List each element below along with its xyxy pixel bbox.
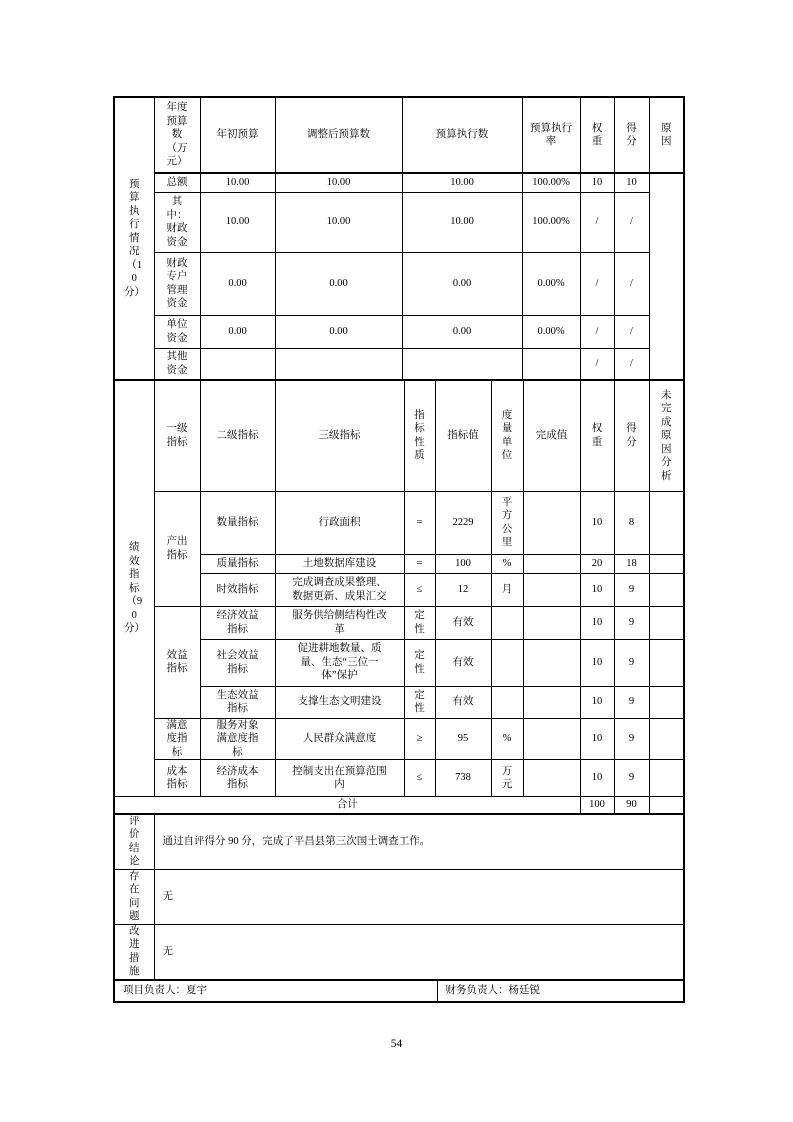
- cell-completed: [523, 760, 580, 797]
- header-initial-budget: 年初预算: [200, 97, 275, 173]
- cell-initial: 10.00: [200, 192, 275, 252]
- cell-weight: 10: [580, 491, 614, 554]
- finance-manager: 财务负责人：杨廷锐: [437, 980, 684, 1002]
- cell-score: /: [614, 192, 649, 252]
- cell-level3: 土地数据库建设: [275, 554, 404, 573]
- cell-level2: 服务对象满意度指标: [200, 718, 275, 760]
- cell-unfinished: [649, 760, 684, 797]
- cell-executed: 10.00: [402, 173, 522, 192]
- cell-rate: 0.00%: [522, 252, 580, 315]
- cell-unfinished: [649, 639, 684, 686]
- header-adjusted-budget: 调整后预算数: [275, 97, 402, 173]
- cell-score: /: [614, 348, 649, 380]
- cell-unit: %: [491, 718, 523, 760]
- cell-level2: 经济效益指标: [200, 606, 275, 639]
- cell-score: 8: [614, 491, 649, 554]
- cell-adjusted: 0.00: [275, 315, 402, 348]
- cell-completed: [523, 491, 580, 554]
- level1-cost: 成本指标: [154, 760, 200, 797]
- cell-target: 738: [435, 760, 491, 797]
- cell-rate: 0.00%: [522, 315, 580, 348]
- budget-row-label: 其中：财政资金: [154, 192, 200, 252]
- cell-score: 9: [614, 606, 649, 639]
- cell-executed: [402, 348, 522, 380]
- budget-row-label: 财政专户管理资金: [154, 252, 200, 315]
- cell-level3: 人民群众满意度: [275, 718, 404, 760]
- problems-label: 存在问题: [114, 869, 154, 924]
- cell-unit: %: [491, 554, 523, 573]
- cell-target: 12: [435, 573, 491, 606]
- cell-level2: 质量指标: [200, 554, 275, 573]
- header-target: 指标值: [435, 381, 491, 491]
- total-unfinished: [649, 797, 684, 814]
- cell-completed: [523, 686, 580, 718]
- header-reason: 原因: [649, 97, 684, 173]
- cell-nature: ≤: [404, 573, 435, 606]
- cell-level2: 社会效益指标: [200, 639, 275, 686]
- cell-level2: 数量指标: [200, 491, 275, 554]
- cell-unit: 万元: [491, 760, 523, 797]
- cell-score: 9: [614, 718, 649, 760]
- cell-score: 9: [614, 760, 649, 797]
- cell-initial: 0.00: [200, 252, 275, 315]
- cell-reason-merged: [649, 173, 684, 380]
- cell-target: 100: [435, 554, 491, 573]
- cell-adjusted: 0.00: [275, 252, 402, 315]
- cell-nature: =: [404, 491, 435, 554]
- cell-score: /: [614, 315, 649, 348]
- cell-score: /: [614, 252, 649, 315]
- cell-score: 9: [614, 686, 649, 718]
- measures-label: 改进措施: [114, 924, 154, 980]
- cell-weight: 20: [580, 554, 614, 573]
- cell-weight: 10: [580, 718, 614, 760]
- budget-row-label: 总额: [154, 173, 200, 192]
- cell-level2: 时效指标: [200, 573, 275, 606]
- evaluation-tables: [113, 96, 683, 1003]
- budget-row-label: 单位资金: [154, 315, 200, 348]
- header-nature: 指标性质: [404, 381, 435, 491]
- cell-completed: [523, 606, 580, 639]
- cell-unit: [491, 686, 523, 718]
- cell-target: 有效: [435, 686, 491, 718]
- cell-unit: [491, 606, 523, 639]
- cell-executed: 10.00: [402, 192, 522, 252]
- conclusion-label: 评价结论: [114, 815, 154, 870]
- total-row-label: 合计: [114, 797, 580, 814]
- cell-nature: ≥: [404, 718, 435, 760]
- cell-unfinished: [649, 554, 684, 573]
- performance-indicator-table: [113, 381, 685, 815]
- cell-unit: 月: [491, 573, 523, 606]
- level1-benefit: 效益指标: [154, 606, 200, 718]
- cell-target: 95: [435, 718, 491, 760]
- cell-adjusted: 10.00: [275, 192, 402, 252]
- cell-unfinished: [649, 718, 684, 760]
- header-score: 得分: [614, 97, 649, 173]
- cell-rate: [522, 348, 580, 380]
- level1-output: 产出指标: [154, 491, 200, 606]
- cell-level3: 服务供给侧结构性改革: [275, 606, 404, 639]
- cell-weight: /: [580, 252, 614, 315]
- cell-score: 9: [614, 573, 649, 606]
- header-weight: 权重: [580, 97, 614, 173]
- header-level3: 三级指标: [275, 381, 404, 491]
- cell-level2: 经济成本指标: [200, 760, 275, 797]
- cell-rate: 100.00%: [522, 173, 580, 192]
- cell-completed: [523, 554, 580, 573]
- cell-weight: 10: [580, 573, 614, 606]
- cell-rate: 100.00%: [522, 192, 580, 252]
- cell-target: 有效: [435, 639, 491, 686]
- cell-executed: 0.00: [402, 252, 522, 315]
- cell-weight: 10: [580, 639, 614, 686]
- header-execution-rate: 预算执行率: [522, 97, 580, 173]
- cell-adjusted: [275, 348, 402, 380]
- header-level2: 二级指标: [200, 381, 275, 491]
- conclusion-text: 通过自评得分 90 分，完成了平昌县第三次国土调查工作。: [154, 815, 684, 870]
- cell-level3: 控制支出在预算范围内: [275, 760, 404, 797]
- header-completed: 完成值: [523, 381, 580, 491]
- cell-completed: [523, 573, 580, 606]
- cell-weight: 10: [580, 173, 614, 192]
- cell-level3: 完成调查成果整理、数据更新、成果汇交: [275, 573, 404, 606]
- cell-target: 有效: [435, 606, 491, 639]
- header-unfinished-reason: 未完成原因分析: [649, 381, 684, 491]
- cell-level3: 支撑生态文明建设: [275, 686, 404, 718]
- cell-level3: 行政面积: [275, 491, 404, 554]
- cell-level2: 生态效益指标: [200, 686, 275, 718]
- cell-unit: 平方公里: [491, 491, 523, 554]
- cell-weight: /: [580, 348, 614, 380]
- header-weight: 权重: [580, 381, 614, 491]
- performance-section-label: 绩效指标（90分）: [114, 381, 154, 797]
- cell-score: 9: [614, 639, 649, 686]
- summary-table: [113, 815, 685, 1003]
- cell-completed: [523, 718, 580, 760]
- budget-section-label: 预算执行情况（10分）: [114, 97, 154, 380]
- cell-nature: 定性: [404, 639, 435, 686]
- cell-weight: /: [580, 192, 614, 252]
- cell-completed: [523, 639, 580, 686]
- cell-unfinished: [649, 573, 684, 606]
- cell-level3: 促进耕地数量、质量、生态“三位一体”保护: [275, 639, 404, 686]
- cell-initial: 10.00: [200, 173, 275, 192]
- page-number: 54: [390, 1038, 403, 1050]
- cell-adjusted: 10.00: [275, 173, 402, 192]
- cell-nature: =: [404, 554, 435, 573]
- cell-executed: 0.00: [402, 315, 522, 348]
- level1-satisfaction: 满意度指标: [154, 718, 200, 760]
- cell-initial: [200, 348, 275, 380]
- cell-score: 10: [614, 173, 649, 192]
- header-level1: 一级指标: [154, 381, 200, 491]
- header-unit: 度量单位: [491, 381, 523, 491]
- cell-weight: 10: [580, 686, 614, 718]
- problems-text: 无: [154, 869, 684, 924]
- cell-target: 2229: [435, 491, 491, 554]
- header-executed-amount: 预算执行数: [402, 97, 522, 173]
- header-score: 得分: [614, 381, 649, 491]
- cell-weight: /: [580, 315, 614, 348]
- cell-initial: 0.00: [200, 315, 275, 348]
- cell-unfinished: [649, 606, 684, 639]
- cell-unfinished: [649, 686, 684, 718]
- cell-score: 18: [614, 554, 649, 573]
- cell-nature: ≤: [404, 760, 435, 797]
- header-annual-budget: 年度预算数（万元）: [154, 97, 200, 173]
- budget-execution-table: [113, 96, 685, 381]
- cell-weight: 10: [580, 760, 614, 797]
- cell-unit: [491, 639, 523, 686]
- cell-nature: 定性: [404, 686, 435, 718]
- project-manager: 项目负责人：夏宇: [114, 980, 437, 1002]
- cell-unfinished: [649, 491, 684, 554]
- total-weight: 100: [580, 797, 614, 814]
- cell-nature: 定性: [404, 606, 435, 639]
- measures-text: 无: [154, 924, 684, 980]
- budget-row-label: 其他资金: [154, 348, 200, 380]
- cell-weight: 10: [580, 606, 614, 639]
- total-score: 90: [614, 797, 649, 814]
